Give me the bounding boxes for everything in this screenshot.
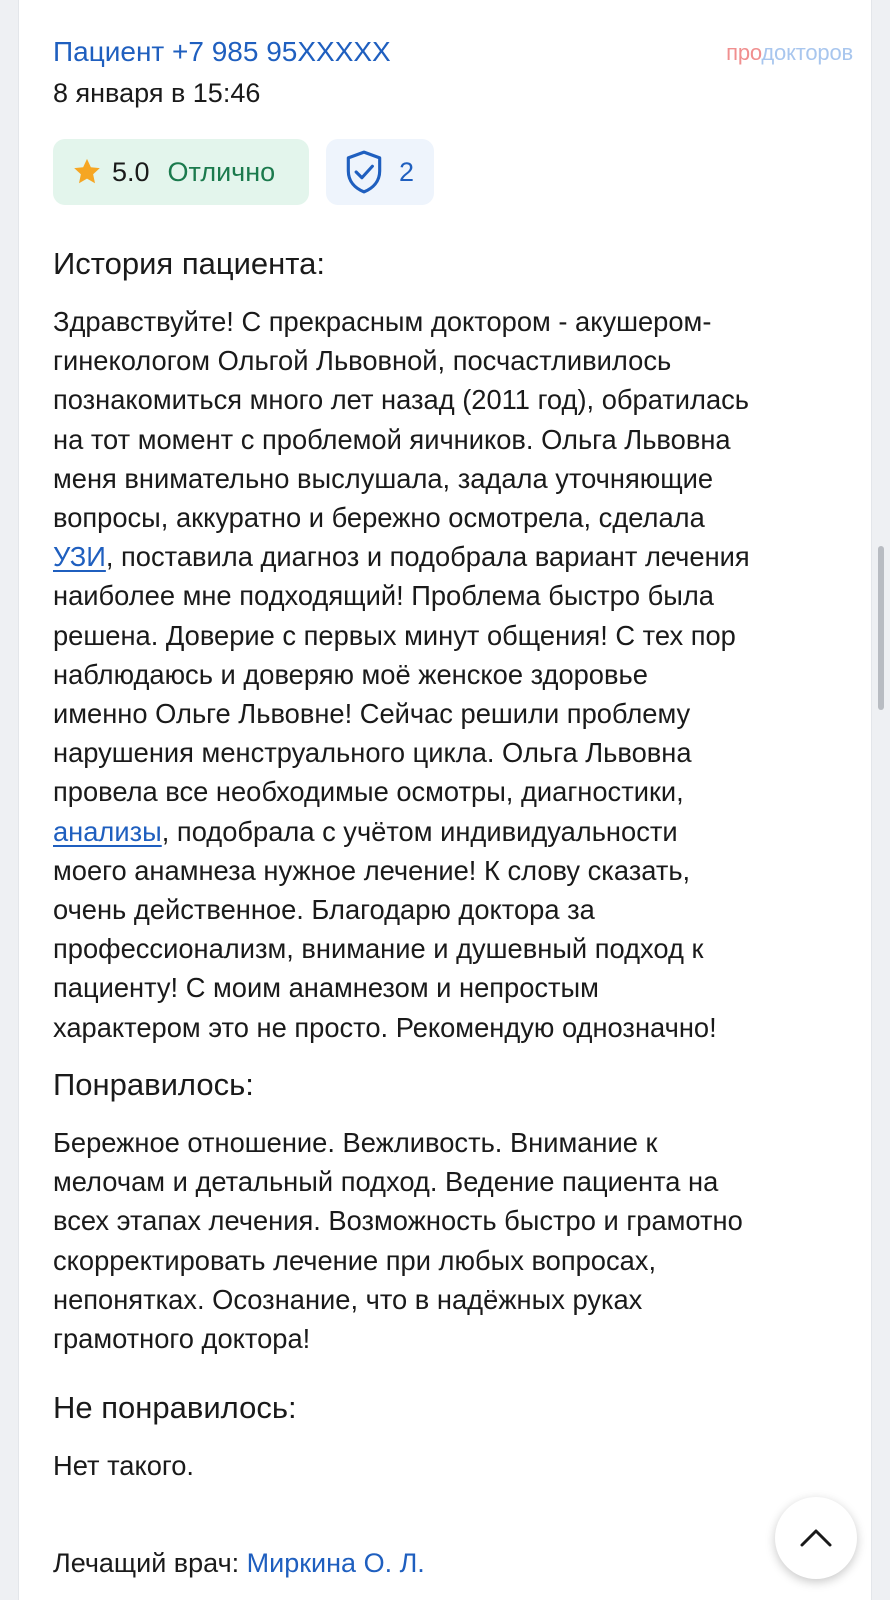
line-text: характером это не просто. Рекомендую однозначно! [53, 1011, 717, 1043]
line-text: моего анамнеза нужное лечение! К слову сказать, [53, 854, 691, 886]
brand-logo[interactable] [726, 40, 853, 66]
line-text: именно Ольге Львовне! Сейчас решили проблему [53, 698, 691, 730]
shield-check-icon [343, 149, 385, 195]
disliked-line [53, 1446, 853, 1485]
liked-text [53, 1123, 853, 1358]
line-text: всех этапах лечения. Возможность быстро и грамотно [53, 1205, 743, 1237]
history-line [53, 968, 853, 1007]
history-line [53, 772, 853, 811]
liked-line [53, 1319, 853, 1358]
disliked-title: Не понравилось: [53, 1390, 297, 1425]
line-text: непонятках. Осознание, что в надёжных руках [53, 1283, 643, 1315]
treating-doctor [53, 1548, 425, 1579]
brand-logo-part-doctors: докторов [761, 40, 853, 65]
line-text: наиболее мне подходящий! Проблема быстро была [53, 580, 714, 612]
liked-line [53, 1123, 853, 1162]
review-card [18, 0, 872, 1600]
line-text: решена. Доверие с первых минут общения! С тех пор [53, 619, 736, 651]
line-text: нарушения менструального цикла. Ольга Львовна [53, 737, 692, 769]
treating-doctor-link[interactable]: Миркина О. Л. [246, 1548, 425, 1578]
brand-logo-part-pro: про [726, 40, 762, 65]
chevron-up-icon [799, 1528, 833, 1548]
disliked-text [53, 1446, 853, 1485]
review-author[interactable]: Пациент +7 985 95XXXXX [53, 36, 391, 67]
line-text: очень действенное. Благодарю доктора за [53, 894, 595, 926]
history-line [53, 576, 853, 615]
line-text: грамотного доктора! [53, 1323, 311, 1355]
history-line [53, 302, 853, 341]
scroll-to-top-button[interactable] [775, 1497, 857, 1579]
history-line [53, 616, 853, 655]
inline-link[interactable]: анализы [53, 815, 162, 847]
history-line [53, 851, 853, 890]
history-line [53, 498, 853, 537]
line-text: на тот момент с проблемой яичников. Ольга Львовна [53, 423, 731, 455]
line-text: пациенту! С моим анамнезом и непростым [53, 972, 599, 1004]
line-text: провела все необходимые осмотры, диагностики, [53, 776, 684, 808]
history-line [53, 380, 853, 419]
liked-line [53, 1201, 853, 1240]
treating-doctor-label: Лечащий врач: [53, 1548, 247, 1578]
history-line [53, 733, 853, 772]
history-line [53, 1008, 853, 1047]
history-line [53, 341, 853, 380]
verified-badge[interactable] [326, 139, 434, 205]
rating-value: 5.0 [112, 156, 150, 187]
line-text: скорректировать лечение при любых вопросах, [53, 1244, 657, 1276]
history-line [53, 459, 853, 498]
liked-line [53, 1241, 853, 1280]
history-line [53, 890, 853, 929]
line-text: Нет такого. [53, 1450, 195, 1481]
line-text: мелочам и детальный подход. Ведение пациента на [53, 1166, 719, 1198]
history-line [53, 694, 853, 733]
rating-badge [53, 139, 309, 205]
star-icon [71, 156, 103, 188]
line-text: профессионализм, внимание и душевный подход к [53, 933, 704, 965]
rating-label: Отлично [167, 156, 276, 187]
line-text: вопросы, аккуратно и бережно осмотрела, сделала [53, 502, 705, 534]
line-text: гинекологом Ольгой Львовной, посчастливилось [53, 345, 672, 377]
scrollbar-thumb[interactable] [878, 546, 884, 710]
inline-link[interactable]: УЗИ [53, 541, 106, 573]
history-line [53, 812, 853, 851]
history-line [53, 537, 853, 576]
history-line [53, 655, 853, 694]
liked-line [53, 1162, 853, 1201]
line-text: Бережное отношение. Вежливость. Внимание к [53, 1127, 658, 1158]
verified-count: 2 [399, 156, 415, 187]
history-line [53, 420, 853, 459]
line-text: наблюдаюсь и доверяю моё женское здоровье [53, 658, 648, 690]
line-text: меня внимательно выслушала, задала уточняющие [53, 462, 714, 494]
line-text: познакомиться много лет назад (2011 год), обратилась [53, 384, 750, 416]
history-text [53, 302, 853, 1047]
line-text: , поставила диагноз и подобрала вариант лечения [105, 541, 750, 573]
history-line [53, 929, 853, 968]
line-text: , подобрала с учётом индивидуальности [161, 815, 678, 847]
liked-title: Понравилось: [53, 1067, 254, 1102]
liked-line [53, 1280, 853, 1319]
line-text: Здравствуйте! С прекрасным доктором - акушером- [53, 306, 712, 337]
review-date: 8 января в 15:46 [53, 78, 261, 108]
history-title: История пациента: [53, 246, 325, 281]
